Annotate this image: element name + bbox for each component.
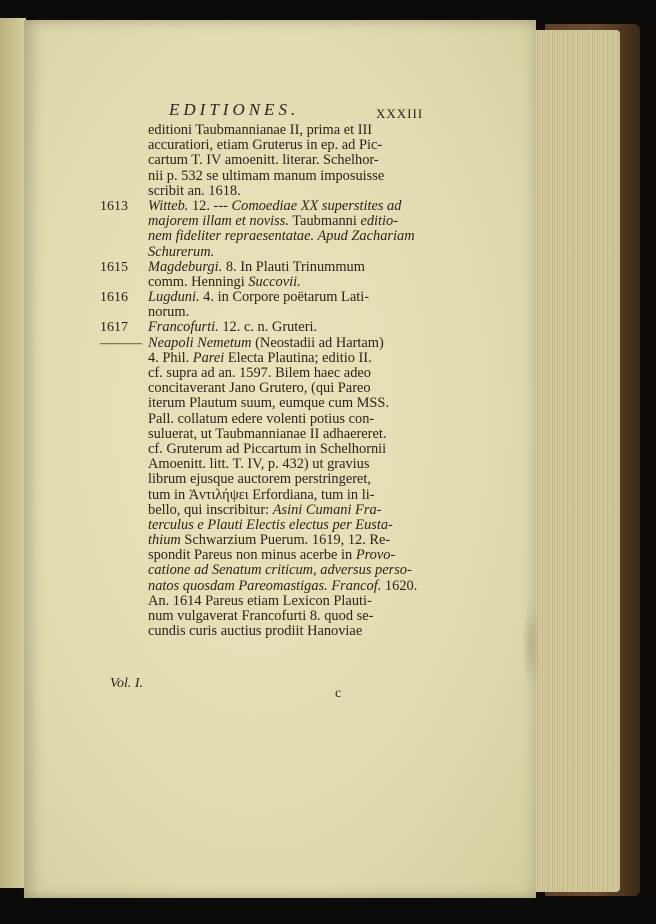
- line-text: majorem illam et noviss. Taubmanni editio-: [148, 213, 399, 230]
- text-line: [100, 472, 430, 487]
- text-line: [100, 381, 430, 396]
- page: [24, 20, 536, 898]
- text-line: [100, 396, 430, 411]
- line-text: bello, qui inscribitur: Asini Cumani Fra-: [148, 501, 382, 518]
- line-text: An. 1614 Pareus etiam Lexicon Plauti-: [148, 592, 372, 609]
- line-text: suluerat, ut Taubmannianae II adhaereret.: [148, 425, 387, 442]
- line-text: nem fideliter repraesentatae. Apud Zachariam: [148, 228, 415, 245]
- text-line: [100, 138, 430, 153]
- text-line: [100, 290, 430, 305]
- line-text: num vulgaverat Francofurti 8. quod se-: [148, 608, 374, 624]
- signature-mark: c: [335, 686, 342, 701]
- text-line: [100, 123, 430, 138]
- entry-year: 1616: [100, 290, 128, 306]
- line-text: Pall. collatum edere volenti potius con-: [148, 410, 375, 427]
- line-text: Magdeburgi. 8. In Plauti Trinummum: [148, 258, 365, 275]
- text-line: [100, 275, 430, 290]
- text-line: [100, 442, 430, 457]
- text-line: [100, 214, 430, 229]
- text-line: [100, 153, 430, 168]
- body-text: [100, 123, 430, 639]
- line-text: Francofurti. 12. c. n. Gruteri.: [148, 319, 318, 336]
- text-line: [100, 351, 430, 366]
- text-line: [100, 245, 430, 260]
- line-text: editioni Taubmannianae II, prima et III: [148, 122, 373, 138]
- line-text: norum.: [148, 304, 190, 321]
- text-line: [100, 457, 430, 472]
- text-line: [100, 412, 430, 427]
- text-line: [100, 533, 430, 548]
- line-text: thium Schwarzium Puerum. 1619, 12. Re-: [148, 532, 391, 549]
- text-line: [100, 199, 430, 214]
- text-line: [100, 594, 430, 609]
- line-text: Lugduni. 4. in Corpore poëtarum Lati-: [148, 289, 370, 306]
- line-text: librum ejusque auctorem perstringeret,: [148, 471, 371, 488]
- entry-year: 1617: [100, 320, 128, 336]
- left-page-edge: [0, 18, 26, 888]
- text-line: [100, 488, 430, 503]
- text-line: [100, 320, 430, 335]
- line-text: cf. supra ad an. 1597. Bilem haec adeo: [148, 365, 371, 381]
- text-line: [100, 229, 430, 244]
- line-text: Witteb. 12. --- Comoediae XX superstites ad: [148, 197, 402, 214]
- text-line: [100, 169, 430, 184]
- paper-stain: [522, 600, 540, 690]
- line-text: spondit Pareus non minus acerbe in Provo-: [148, 547, 396, 564]
- line-text: catione ad Senatum criticum, adversus perso-: [148, 562, 412, 579]
- line-text: concitaverant Jano Grutero, (qui Pareo: [148, 380, 371, 397]
- line-text: cartum T. IV amoenitt. literar. Schelhor-: [148, 152, 379, 169]
- text-line: [100, 336, 430, 351]
- volume-label: Vol. I.: [110, 676, 144, 691]
- line-text: cf. Gruterum ad Piccartum in Schelhornii: [148, 440, 387, 457]
- line-text: iterum Plautum suum, eumque cum MSS.: [148, 395, 390, 412]
- page-edges: [528, 30, 620, 892]
- text-line: [100, 609, 430, 624]
- page-number: XXXIII: [376, 106, 424, 121]
- entry-year: 1615: [100, 259, 128, 275]
- line-text: accuratiori, etiam Gruterus in ep. ad Pic-: [148, 137, 383, 154]
- line-text: 4. Phil. Parei Electa Plautina; editio II.: [148, 349, 372, 366]
- line-text: Schurerum.: [148, 243, 215, 260]
- line-text: scribit an. 1618.: [148, 182, 241, 199]
- text-line: [100, 366, 430, 381]
- entry-year: 1613: [100, 198, 128, 214]
- line-text: comm. Henningi Succovii.: [148, 273, 301, 290]
- text-line: [100, 427, 430, 442]
- line-text: Amoenitt. litt. T. IV, p. 432) ut gravius: [148, 456, 370, 473]
- text-line: [100, 260, 430, 275]
- line-text: Neapoli Nemetum (Neostadii ad Hartam): [148, 334, 384, 351]
- text-line: [100, 548, 430, 563]
- text-line: [100, 624, 430, 639]
- line-text: tum in Ἀντιλήψει Erfordiana, tum in li-: [148, 486, 375, 503]
- text-line: [100, 184, 430, 199]
- text-line: [100, 563, 430, 578]
- text-line: [100, 518, 430, 533]
- entry-dash: ———: [100, 335, 142, 351]
- line-text: terculus e Plauti Electis electus per Eusta-: [148, 516, 393, 533]
- line-text: cundis curis auctius prodiit Hanoviae: [148, 623, 363, 640]
- running-header: EDITIONES.: [169, 100, 300, 119]
- line-text: nii p. 532 se ultimam manum imposuisse: [148, 167, 385, 184]
- text-line: [100, 579, 430, 594]
- text-line: [100, 305, 430, 320]
- text-line: [100, 503, 430, 518]
- line-text: natos quosdam Pareomastigas. Francof. 1620.: [148, 577, 418, 594]
